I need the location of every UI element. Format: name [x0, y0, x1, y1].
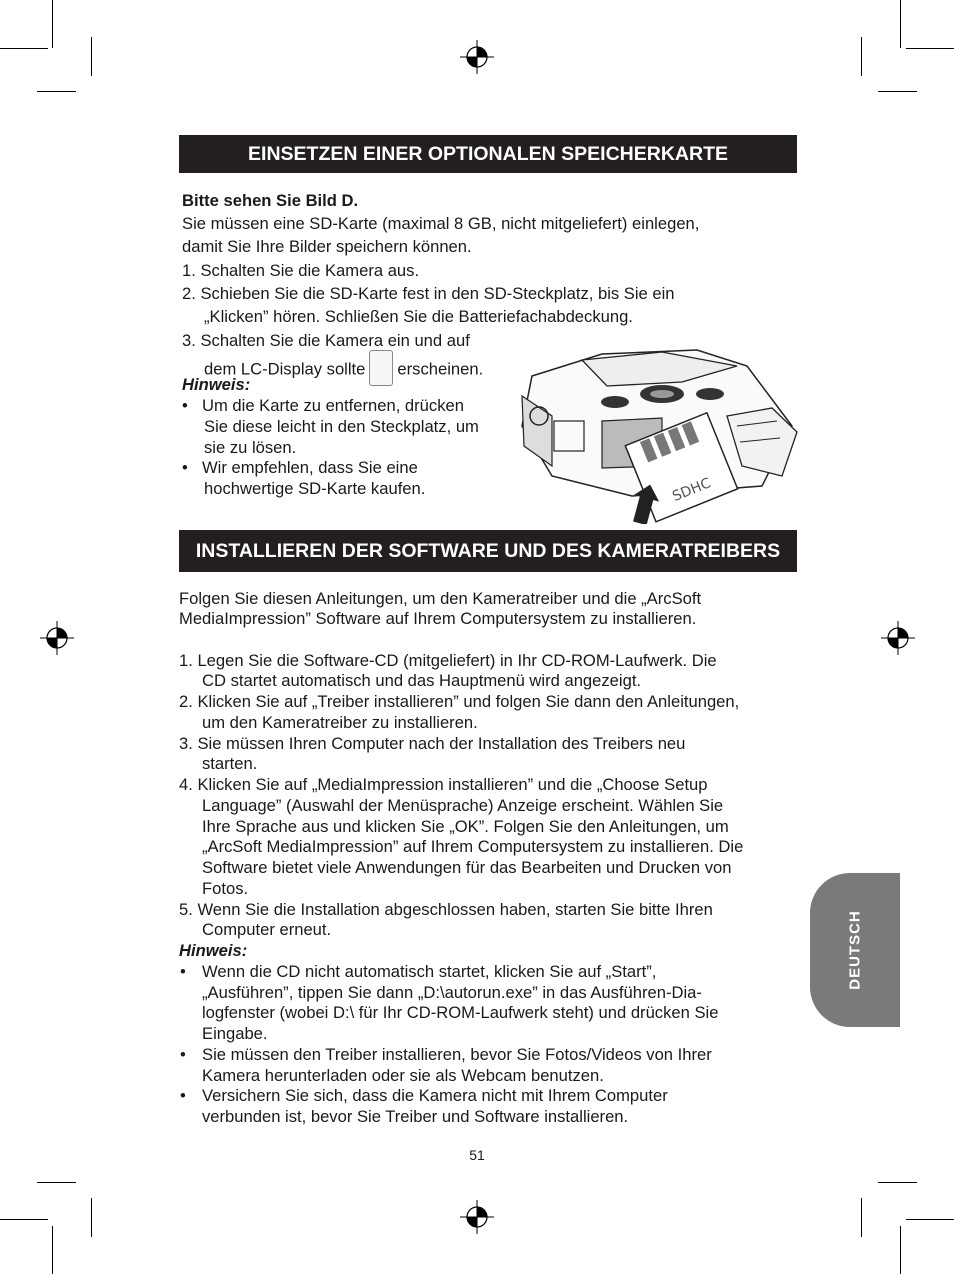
intro-line: Folgen Sie diesen Anleitungen, um den Kameratreiber und die „ArcSoft	[179, 589, 702, 608]
sd-card-icon	[369, 350, 393, 386]
note-line: „Ausführen”, tippen Sie dann „D:\autorun.exe” in das Ausführen-Dia-	[202, 983, 702, 1002]
registration-mark-icon	[40, 621, 74, 655]
install-step-cont: „ArcSoft MediaImpression” auf Ihrem Computersystem zu installieren. Die	[202, 837, 744, 856]
intro-line: Sie müssen eine SD-Karte (maximal 8 GB, nicht mitgeliefert) einlegen,	[182, 214, 700, 233]
note-label: Hinweis:	[179, 941, 248, 960]
install-step-cont: Language” (Auswahl der Menüsprache) Anzeige erscheint. Wählen Sie	[202, 796, 724, 815]
crop-mark	[900, 0, 901, 48]
install-step: 4. Klicken Sie auf „MediaImpression installieren” und die „Choose Setup	[179, 775, 708, 794]
step-1: 1. Schalten Sie die Kamera aus.	[182, 261, 420, 280]
install-step-cont: Fotos.	[202, 879, 249, 898]
install-step: 3. Sie müssen Ihren Computer nach der Installation des Treibers neu	[179, 734, 686, 753]
crop-mark	[861, 37, 862, 76]
section-heading-software-install: INSTALLIEREN DER SOFTWARE UND DES KAMERATREIBERS	[179, 530, 797, 572]
crop-mark	[878, 91, 917, 92]
crop-mark	[52, 0, 53, 48]
intro-line: MediaImpression” Software auf Ihrem Computersystem zu installieren.	[179, 609, 697, 628]
install-step: 2. Klicken Sie auf „Treiber installieren” und folgen Sie dann den Anleitungen,	[179, 692, 740, 711]
crop-mark	[906, 1219, 954, 1220]
note-bullet: •	[180, 962, 186, 981]
note-bullet: •	[180, 1045, 186, 1064]
crop-mark	[878, 1182, 917, 1183]
note-line: Um die Karte zu entfernen, drücken	[202, 396, 464, 415]
note-line: sie zu lösen.	[204, 438, 297, 457]
note-bullet: •	[182, 396, 188, 415]
install-step: 1. Legen Sie die Software-CD (mitgeliefert) in Ihr CD-ROM-Laufwerk. Die	[179, 651, 717, 670]
crop-mark	[91, 37, 92, 76]
note-label: Hinweis:	[182, 375, 251, 394]
install-step-cont: Computer erneut.	[202, 920, 332, 939]
intro-heading: Bitte sehen Sie Bild D.	[182, 191, 359, 210]
note-bullet: •	[180, 1086, 186, 1105]
camera-sd-card-illustration	[512, 346, 800, 524]
crop-mark	[906, 48, 954, 49]
step-2: 2. Schieben Sie die SD-Karte fest in den SD-Steckplatz, bis Sie ein	[182, 284, 675, 303]
note-line: logfenster (wobei D:\ für Ihr CD-ROM-Laufwerk steht) und drücken Sie	[202, 1003, 719, 1022]
note-line: Eingabe.	[202, 1024, 268, 1043]
install-step-cont: CD startet automatisch und das Hauptmenü wird angezeigt.	[202, 671, 642, 690]
registration-mark-icon	[460, 1200, 494, 1234]
note-line: Wir empfehlen, dass Sie eine	[202, 458, 418, 477]
install-step-cont: Software bietet viele Anwendungen für das Bearbeiten und Drucken von	[202, 858, 732, 877]
registration-mark-icon	[460, 40, 494, 74]
card-label: SDHC	[670, 475, 714, 506]
note-line: Sie diese leicht in den Steckplatz, um	[204, 417, 479, 436]
note-line: Kamera herunterladen oder sie als Webcam benutzen.	[202, 1066, 604, 1085]
language-tab	[810, 873, 900, 1027]
intro-line: damit Sie Ihre Bilder speichern können.	[182, 237, 472, 256]
step-3-text-a: dem LC-Display sollte	[204, 359, 366, 379]
step-3: 3. Schalten Sie die Kamera ein und auf	[182, 331, 470, 350]
crop-mark	[900, 1226, 901, 1274]
page-number: 51	[469, 1147, 485, 1163]
section-heading-memory-card: EINSETZEN EINER OPTIONALEN SPEICHERKARTE	[179, 135, 797, 173]
language-tab-label: DEUTSCH	[846, 910, 864, 990]
step-2-cont: „Klicken” hören. Schließen Sie die Batteriefachabdeckung.	[204, 307, 633, 326]
note-line: Wenn die CD nicht automatisch startet, klicken Sie auf „Start”,	[202, 962, 657, 981]
install-step-cont: Ihre Sprache aus und klicken Sie „OK”. Folgen Sie den Anleitungen, um	[202, 817, 729, 836]
install-step-cont: um den Kameratreiber zu installieren.	[202, 713, 478, 732]
install-step-cont: starten.	[202, 754, 258, 773]
crop-mark	[0, 48, 48, 49]
note-line: hochwertige SD-Karte kaufen.	[204, 479, 426, 498]
crop-mark	[0, 1219, 48, 1220]
note-line: Versichern Sie sich, dass die Kamera nicht mit Ihrem Computer	[202, 1086, 668, 1105]
note-line: verbunden ist, bevor Sie Treiber und Software installieren.	[202, 1107, 629, 1126]
crop-mark	[37, 1182, 76, 1183]
registration-mark-icon	[881, 621, 915, 655]
note-line: Sie müssen den Treiber installieren, bevor Sie Fotos/Videos von Ihrer	[202, 1045, 712, 1064]
step-3-text-b: erscheinen.	[397, 359, 484, 379]
crop-mark	[37, 91, 76, 92]
install-step: 5. Wenn Sie die Installation abgeschlossen haben, starten Sie bitte Ihren	[179, 900, 713, 919]
crop-mark	[52, 1226, 53, 1274]
note-bullet: •	[182, 458, 188, 477]
crop-mark	[861, 1198, 862, 1237]
crop-mark	[91, 1198, 92, 1237]
